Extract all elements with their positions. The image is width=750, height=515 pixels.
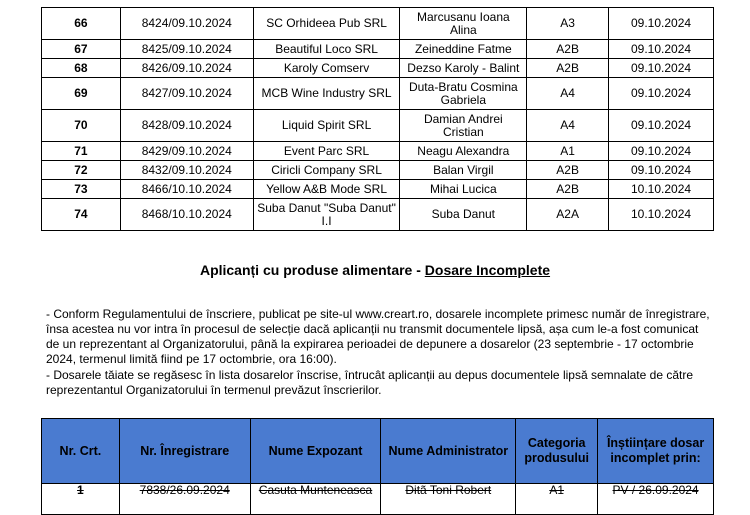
exhibitor-name: MCB Wine Industry SRL bbox=[253, 78, 400, 110]
product-category: A2B bbox=[527, 161, 609, 180]
product-category: A2B bbox=[527, 59, 609, 78]
column-header: Înștiințare dosar incomplet prin: bbox=[598, 419, 714, 484]
submission-date: 09.10.2024 bbox=[609, 110, 714, 142]
exhibitor-name: Karoly Comserv bbox=[253, 59, 400, 78]
administrator-name: Ditã Toni Robert bbox=[405, 483, 492, 497]
table-row bbox=[42, 78, 714, 110]
heading-underlined: Dosare Incomplete bbox=[424, 262, 551, 278]
product-category: A3 bbox=[527, 8, 609, 40]
table-row bbox=[42, 180, 714, 199]
exhibitor-name: SC Orhideea Pub SRL bbox=[253, 8, 400, 40]
submission-date: 09.10.2024 bbox=[609, 8, 714, 40]
rules-paragraph: - Conform Regulamentului de înscriere, publicat pe site-ul www.creart.ro, dosarele incomplete primesc număr de înregistrare, însa acestea nu vor intra în procesul de selecție dacă aplicanții nu transmit documentele lipsă, așa cum le-a fost comunicat de un reprezentant al Organizatorului, până la expirarea perioadei de depunere a dosarelor (23 septembrie - 17 octombrie 2024, termenul limită fiind pe 17 octombrie, ora 16:00). bbox=[46, 307, 710, 366]
submission-date: 09.10.2024 bbox=[609, 161, 714, 180]
incomplete-notice: PV / 26.09.2024 bbox=[612, 483, 699, 497]
exhibitor-name: Event Parc SRL bbox=[253, 142, 400, 161]
product-category: A2A bbox=[527, 199, 609, 231]
column-header: Nume Expozant bbox=[250, 419, 381, 484]
submission-date: 09.10.2024 bbox=[609, 142, 714, 161]
incomplete-notice-cell bbox=[598, 484, 714, 515]
row-number: 72 bbox=[42, 161, 121, 180]
table-row bbox=[42, 8, 714, 40]
submission-date: 09.10.2024 bbox=[609, 59, 714, 78]
submission-date: 10.10.2024 bbox=[609, 180, 714, 199]
submission-date: 09.10.2024 bbox=[609, 40, 714, 59]
section-heading bbox=[0, 262, 750, 278]
exhibitor-name: Ciricli Company SRL bbox=[253, 161, 400, 180]
administrator-name: Suba Danut bbox=[400, 199, 527, 231]
registration-number: 8425/09.10.2024 bbox=[120, 40, 253, 59]
row-number: 73 bbox=[42, 180, 121, 199]
registration-number-cell bbox=[119, 484, 250, 515]
row-number: 66 bbox=[42, 8, 121, 40]
table-row bbox=[42, 110, 714, 142]
exhibitor-name-cell bbox=[250, 484, 381, 515]
administrator-name: Balan Virgil bbox=[400, 161, 527, 180]
column-header: Nr. Crt. bbox=[42, 419, 120, 484]
row-number: 69 bbox=[42, 78, 121, 110]
row-number: 71 bbox=[42, 142, 121, 161]
column-header: Nr. Înregistrare bbox=[119, 419, 250, 484]
administrator-name: Mihai Lucica bbox=[400, 180, 527, 199]
registration-number: 8429/09.10.2024 bbox=[120, 142, 253, 161]
registration-number: 8468/10.10.2024 bbox=[120, 199, 253, 231]
product-category: A4 bbox=[527, 78, 609, 110]
table-header-row bbox=[42, 419, 714, 484]
row-number: 74 bbox=[42, 199, 121, 231]
table-row bbox=[42, 161, 714, 180]
product-category: A2B bbox=[527, 40, 609, 59]
row-number-cell bbox=[42, 484, 120, 515]
registration-number: 8466/10.10.2024 bbox=[120, 180, 253, 199]
heading-prefix: Aplicanți cu produse alimentare - bbox=[199, 262, 425, 278]
administrator-name-cell bbox=[381, 484, 516, 515]
table-row bbox=[42, 40, 714, 59]
exhibitor-name: Yellow A&B Mode SRL bbox=[253, 180, 400, 199]
exhibitor-name: Casuta Munteneasca bbox=[258, 483, 373, 497]
product-category: A1 bbox=[549, 483, 565, 497]
product-category-cell bbox=[516, 484, 598, 515]
registration-number: 8432/09.10.2024 bbox=[120, 161, 253, 180]
strikethrough-note-paragraph: - Dosarele tăiate se regăsesc în lista dosarelor înscrise, întrucât aplicanții au depus documentele lipsă semnalate de către reprezentantul Organizatorului în termenul prevăzut înscrierilor. bbox=[46, 368, 694, 397]
exhibitor-name: Liquid Spirit SRL bbox=[253, 110, 400, 142]
table-row bbox=[42, 59, 714, 78]
incomplete-applications-table bbox=[41, 418, 714, 515]
row-number: 70 bbox=[42, 110, 121, 142]
registered-applicants-table bbox=[41, 7, 714, 231]
registration-number: 7838/26.09.2024 bbox=[139, 483, 230, 497]
product-category: A1 bbox=[527, 142, 609, 161]
exhibitor-name: Suba Danut "Suba Danut" I.I bbox=[253, 199, 400, 231]
submission-date: 09.10.2024 bbox=[609, 78, 714, 110]
product-category: A4 bbox=[527, 110, 609, 142]
product-category: A2B bbox=[527, 180, 609, 199]
administrator-name: Neagu Alexandra bbox=[400, 142, 527, 161]
table-row bbox=[42, 142, 714, 161]
administrator-name: Zeineddine Fatme bbox=[400, 40, 527, 59]
column-header: Nume Administrator bbox=[381, 419, 516, 484]
administrator-name: Marcusanu Ioana Alina bbox=[400, 8, 527, 40]
registration-number: 8426/09.10.2024 bbox=[120, 59, 253, 78]
row-number: 67 bbox=[42, 40, 121, 59]
administrator-name: Duta-Bratu Cosmina Gabriela bbox=[400, 78, 527, 110]
column-header: Categoria produsului bbox=[516, 419, 598, 484]
administrator-name: Damian Andrei Cristian bbox=[400, 110, 527, 142]
row-number: 68 bbox=[42, 59, 121, 78]
submission-date: 10.10.2024 bbox=[609, 199, 714, 231]
table-row bbox=[42, 199, 714, 231]
exhibitor-name: Beautiful Loco SRL bbox=[253, 40, 400, 59]
table-row bbox=[42, 484, 714, 515]
row-number: 1 bbox=[77, 483, 84, 497]
administrator-name: Dezso Karoly - Balint bbox=[400, 59, 527, 78]
registration-number: 8428/09.10.2024 bbox=[120, 110, 253, 142]
registration-number: 8427/09.10.2024 bbox=[120, 78, 253, 110]
registration-number: 8424/09.10.2024 bbox=[120, 8, 253, 40]
